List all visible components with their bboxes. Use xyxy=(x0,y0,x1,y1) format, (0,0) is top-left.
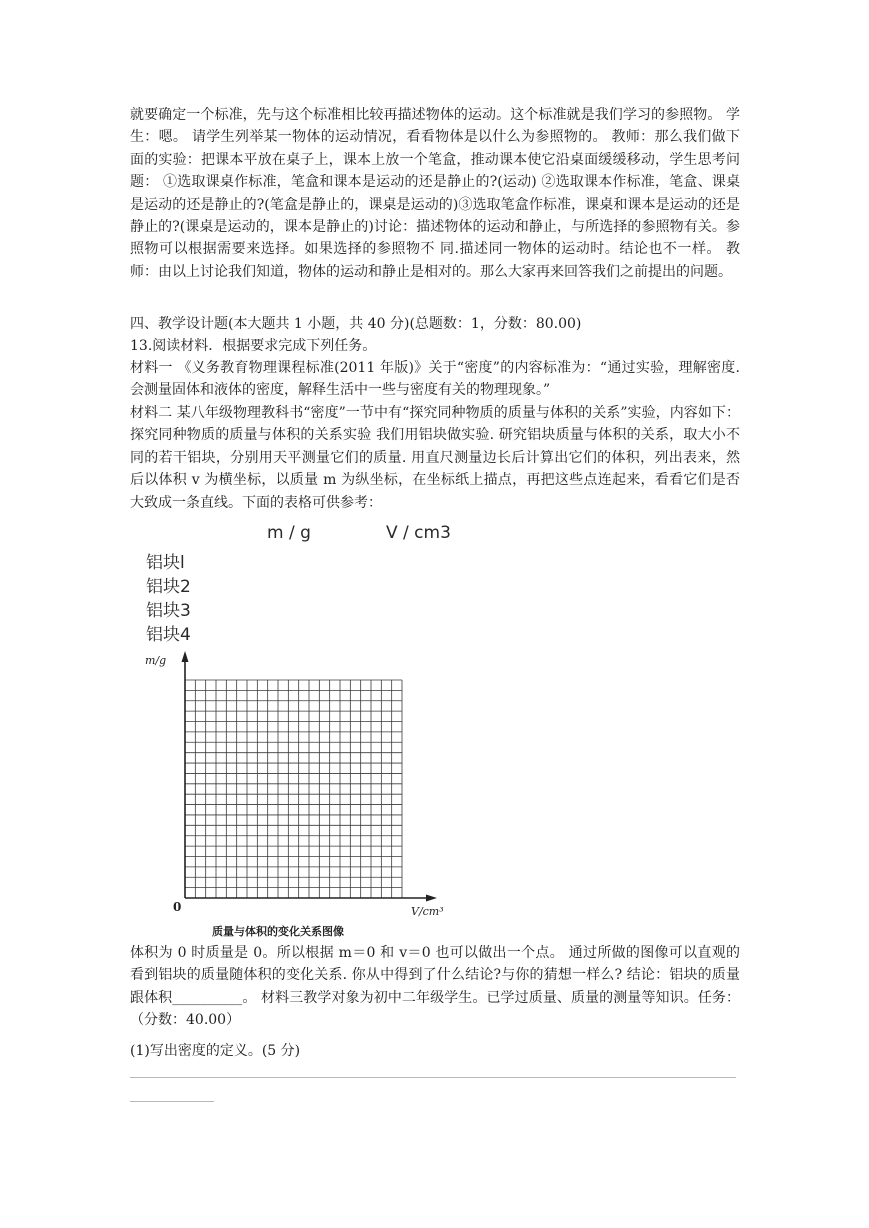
experiment-figure xyxy=(140,520,460,940)
material-one: 材料一 《义务教育物理课程标准(2011 年版)》关于“密度”的内容标准为：“通过实验，理解密度. 会测量固体和液体的密度，解释生活中一些与密度有关的物理现象。” xyxy=(130,360,740,399)
table-row-4: 铝块4 xyxy=(146,625,191,645)
x-axis-label: V/cm³ xyxy=(411,905,444,918)
y-axis-arrow-icon xyxy=(182,651,189,662)
after-paragraph: 体积为 0 时质量是 0。所以根据 m＝0 和 v＝0 也可以做出一个点。 通过所做的图像可以直观的看到铝块的质量随体积的变化关系. 你从中得到了什么结论?与你的猜想一样么? 结论：铝块的质量跟体积__________。 材料三教学对象为初中二年级学生。已学过质量、质量的测量等知识。任务： （分数：40.00） xyxy=(130,945,740,1029)
intro-paragraph: 就要确定一个标准，先与这个标准相比较再描述物体的运动。这个标准就是我们学习的参照物。 学生：嗯。 请学生列举某一物体的运动情况，看看物体是以什么为参照物的。 教师：那么我们做下面的实验：把课本平放在桌子上，课本上放一个笔盒，推动课本使它沿桌面缓缓移动，学生思考问题： ①选取课桌作标准，笔盒和课本是运动的还是静止的?(运动) ②选取课本作标准，笔盒、课桌是运动的还是静止的?(笔盒是静止的，课桌是运动的)③选取笔盒作标准，课桌和课本是运动的还是静止的?(课桌是运动的，课本是静止的)讨论：描述物体的运动和静止，与所选择的参照物有关。参照物可以根据需要来选择。如果选择的参照物不 同.描述同一物体的运动时。结论也不一样。 教师：由以上讨论我们知道，物体的运动和静止是相对的。那么大家再来回答我们之前提出的问题。 xyxy=(130,107,740,280)
y-axis-label: m/g xyxy=(145,654,167,667)
x-axis-arrow-icon xyxy=(426,895,437,902)
answer-line-short xyxy=(130,1101,214,1102)
material-two: 材料二 某八年级物理教科书“密度”一节中有“探究同种物质的质量与体积的关系”实验，内容如下： 探究同种物质的质量与体积的关系实验 我们用铝块做实验. 研究铝块质量与体积的关系，取大小不同的若干铝块，分别用天平测量它们的质量. 用直尺测量边长后计算出它们的体积，列出表来，然后以体积 v 为横坐标，以质量 m 为纵坐标，在坐标纸上描点，再把这些点连起来，看看它们是否大致成一条直线。下面的表格可供参考： xyxy=(130,405,740,511)
table-row-1: 铝块l xyxy=(146,553,185,573)
section-heading: 四、教学设计题(本大题共 1 小题，共 40 分)(总题数：1，分数：80.00) xyxy=(130,316,582,332)
table-header-volume: V / cm3 xyxy=(386,523,451,543)
graph-caption: 质量与体积的变化关系图像 xyxy=(212,925,344,938)
question-line: 13.阅读材料．根据要求完成下列任务。 xyxy=(130,338,377,354)
answer-line xyxy=(130,1077,736,1078)
table-row-3: 铝块3 xyxy=(146,601,191,621)
task-one: (1)写出密度的定义。(5 分) xyxy=(130,1043,301,1059)
graph-grid xyxy=(185,680,402,898)
mass-volume-graph xyxy=(140,520,460,940)
origin-label: 0 xyxy=(173,900,182,914)
table-header-mass: m / g xyxy=(267,523,311,543)
table-row-2: 铝块2 xyxy=(146,577,191,597)
